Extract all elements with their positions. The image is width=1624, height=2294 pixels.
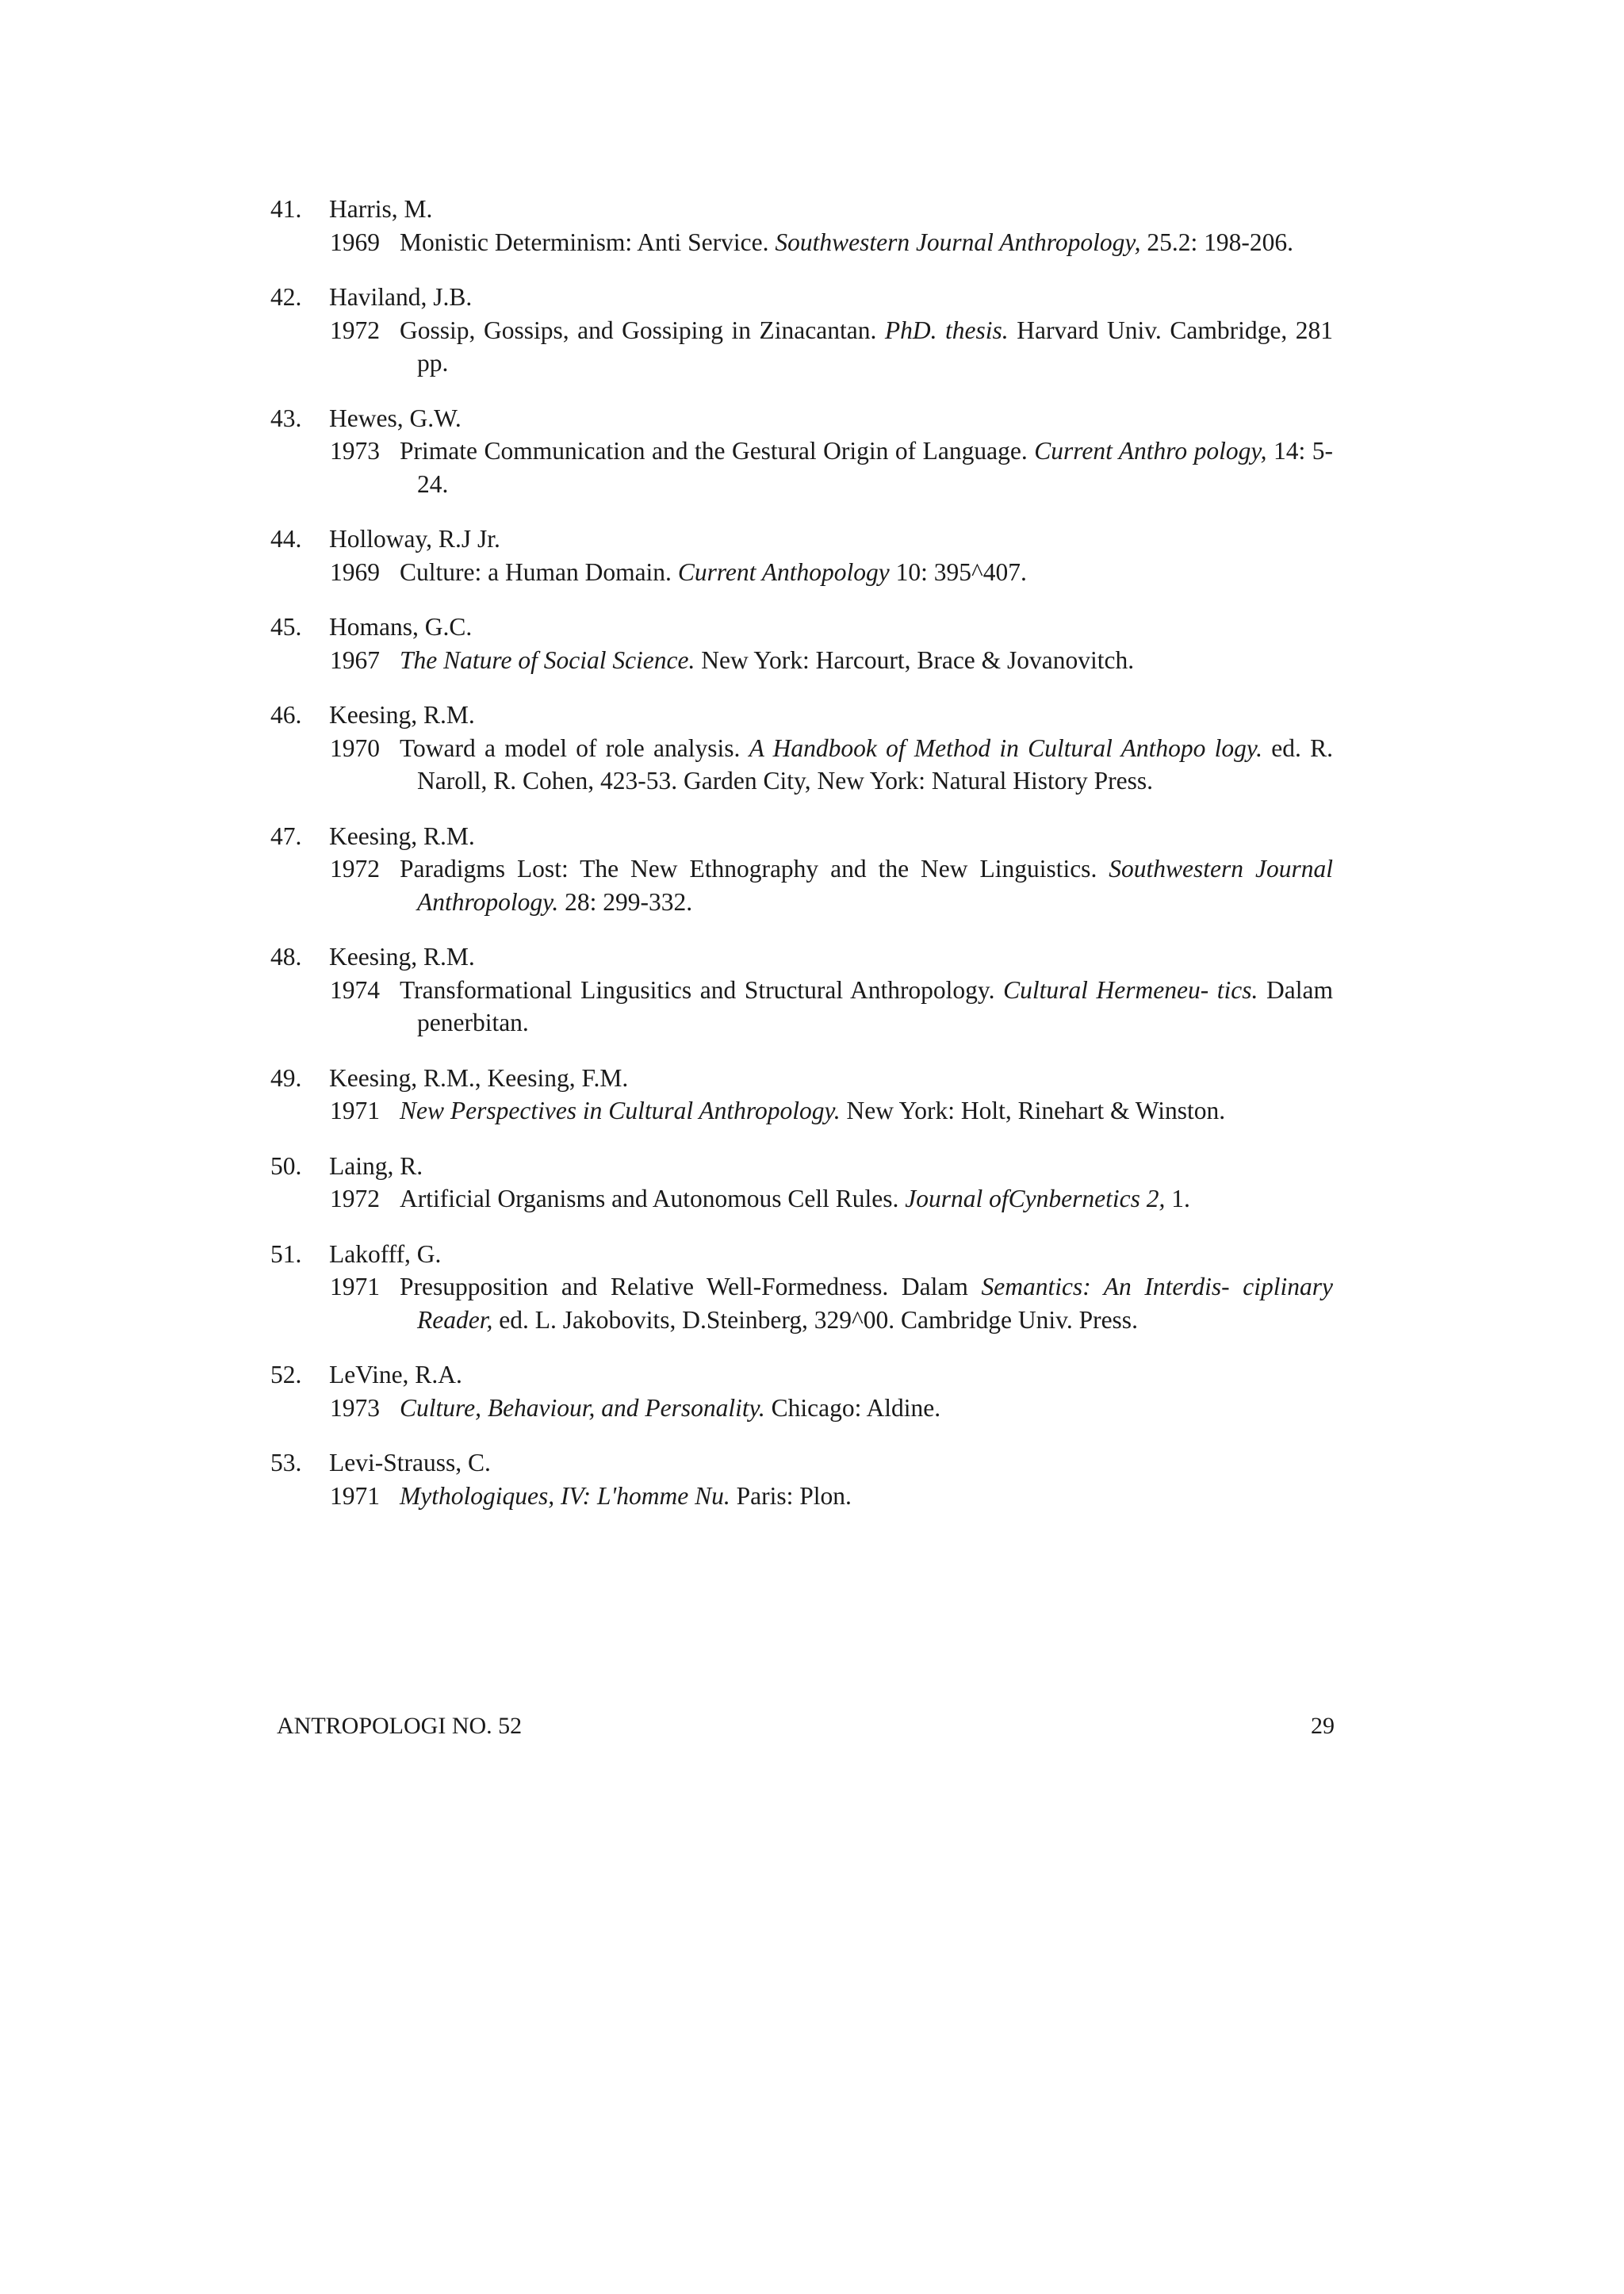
reference-number: 45.	[270, 613, 302, 641]
reference-entry	[270, 523, 1333, 588]
reference-text: Dalam penerbitan.	[417, 975, 1333, 1036]
reference-text: 1.	[1165, 1185, 1190, 1212]
reference-header	[270, 1150, 1333, 1183]
reference-number: 49.	[270, 1063, 302, 1092]
reference-citation	[270, 1392, 1333, 1425]
reference-entry	[270, 611, 1333, 676]
reference-title-italic: Mythologiques, IV: L'homme Nu.	[400, 1481, 730, 1510]
reference-header	[270, 523, 1333, 556]
reference-author: Haviland, J.B.	[329, 283, 473, 311]
reference-header	[270, 1446, 1333, 1480]
reference-text: Culture: a Human Domain.	[400, 557, 678, 586]
reference-text: Paradigms Lost: The New Ethnography and the New Linguistics.	[400, 855, 1109, 883]
reference-text: 25.2: 198-206.	[1140, 228, 1293, 256]
reference-year: 1971	[330, 1273, 380, 1300]
reference-text: ed. L. Jakobovits, D.Steinberg, 329^00. Cambridge Univ. Press.	[492, 1305, 1138, 1334]
reference-year: 1969	[330, 557, 380, 586]
reference-author: Homans, G.C.	[329, 613, 473, 641]
reference-citation	[270, 732, 1333, 798]
reference-text: Monistic Determinism: Anti Service.	[400, 228, 776, 256]
reference-text: New York: Harcourt, Brace & Jovanovitch.	[695, 645, 1135, 674]
reference-number: 47.	[270, 821, 302, 850]
reference-text: Gossip, Gossips, and Gossiping in Zinacantan.	[400, 316, 885, 344]
reference-year: 1971	[330, 1097, 380, 1124]
reference-list	[270, 193, 1333, 1534]
reference-text: 14: 5-24.	[417, 437, 1333, 498]
page-footer	[277, 1713, 1335, 1740]
reference-year: 1974	[330, 975, 380, 1004]
reference-citation	[270, 974, 1333, 1040]
reference-number: 50.	[270, 1151, 302, 1180]
reference-citation	[270, 226, 1333, 259]
reference-title-italic: A Handbook of Method in Cultural Anthopo logy.	[749, 733, 1262, 762]
reference-citation	[270, 644, 1333, 677]
reference-number: 42.	[270, 283, 302, 311]
reference-number: 53.	[270, 1449, 302, 1476]
reference-entry	[270, 940, 1333, 1040]
reference-author: Levi-Strauss, C.	[329, 1449, 491, 1476]
reference-title-italic: PhD. thesis.	[884, 316, 1009, 344]
reference-text: Presupposition and Relative Well-Formedness. Dalam	[400, 1273, 982, 1300]
reference-title-italic: Journal ofCynbernetics 2,	[905, 1185, 1166, 1212]
reference-header	[270, 820, 1333, 853]
reference-text: Harvard Univ. Cambridge, 281 pp.	[417, 316, 1333, 377]
reference-header	[270, 1238, 1333, 1271]
reference-text: ed. R. Naroll, R. Cohen, 423-53. Garden City, New York: Natural History Press.	[417, 733, 1333, 795]
page-number: 29	[1311, 1713, 1335, 1739]
reference-author: LeVine, R.A.	[329, 1361, 462, 1388]
reference-title-italic: Cultural Hermeneu- tics.	[1003, 975, 1258, 1004]
reference-year: 1967	[330, 645, 380, 674]
reference-author: Keesing, R.M.	[329, 943, 475, 971]
reference-citation	[270, 1182, 1333, 1216]
reference-title-italic: Culture, Behaviour, and Personality.	[400, 1393, 765, 1422]
reference-year: 1970	[330, 733, 380, 762]
reference-citation	[270, 556, 1333, 589]
reference-title-italic: Current Anthro pology,	[1034, 437, 1267, 465]
reference-header	[270, 699, 1333, 732]
reference-title-italic: Current Anthopology	[677, 557, 890, 586]
reference-number: 46.	[270, 701, 302, 729]
reference-year: 1971	[330, 1481, 380, 1510]
reference-title-italic: Southwestern Journal Anthropology.	[417, 855, 1333, 916]
reference-text: Toward a model of role analysis.	[400, 733, 749, 762]
reference-number: 48.	[270, 943, 302, 971]
reference-year: 1972	[330, 1185, 380, 1212]
reference-entry	[270, 1062, 1333, 1128]
reference-entry	[270, 281, 1333, 380]
reference-number: 43.	[270, 404, 302, 432]
reference-header	[270, 402, 1333, 435]
reference-text: Artificial Organisms and Autonomous Cell Rules.	[400, 1185, 906, 1212]
reference-title-italic: Semantics: An Interdis- ciplinary Reader,	[417, 1273, 1333, 1334]
reference-text: Primate Communication and the Gestural Origin of Language.	[400, 437, 1035, 465]
reference-entry	[270, 402, 1333, 501]
reference-title-italic: New Perspectives in Cultural Anthropology.	[400, 1097, 841, 1124]
reference-citation	[270, 1480, 1333, 1513]
reference-author: Keesing, R.M., Keesing, F.M.	[329, 1063, 629, 1092]
reference-text: 28: 299-332.	[558, 887, 693, 916]
reference-year: 1972	[330, 855, 380, 883]
reference-header	[270, 1062, 1333, 1095]
reference-author: Keesing, R.M.	[329, 821, 475, 850]
reference-citation	[270, 1094, 1333, 1128]
reference-citation	[270, 852, 1333, 918]
reference-number: 44.	[270, 525, 302, 553]
reference-year: 1972	[330, 316, 380, 344]
reference-entry	[270, 1238, 1333, 1337]
reference-number: 41.	[270, 195, 302, 223]
reference-header	[270, 940, 1333, 974]
reference-author: Harris, M.	[329, 195, 433, 223]
reference-text: Chicago: Aldine.	[764, 1393, 941, 1422]
reference-text: Paris: Plon.	[730, 1481, 852, 1510]
reference-year: 1973	[330, 437, 380, 465]
reference-text: Transformational Lingusitics and Structural Anthropology.	[400, 975, 1004, 1004]
reference-entry	[270, 1446, 1333, 1512]
reference-header	[270, 193, 1333, 226]
reference-year: 1969	[330, 228, 380, 256]
reference-citation	[270, 314, 1333, 380]
reference-entry	[270, 1358, 1333, 1424]
reference-entry	[270, 193, 1333, 259]
reference-entry	[270, 1150, 1333, 1216]
reference-title-italic: The Nature of Social Science.	[400, 645, 695, 674]
footer-journal: ANTROPOLOGI NO. 52	[277, 1713, 523, 1739]
reference-entry	[270, 699, 1333, 798]
reference-author: Lakofff, G.	[329, 1239, 442, 1268]
reference-header	[270, 281, 1333, 314]
reference-number: 52.	[270, 1361, 302, 1388]
reference-citation	[270, 1270, 1333, 1336]
reference-text: 10: 395^407.	[889, 557, 1027, 586]
reference-author: Hewes, G.W.	[329, 404, 462, 432]
reference-header	[270, 1358, 1333, 1392]
reference-year: 1973	[330, 1393, 380, 1422]
reference-author: Holloway, R.J Jr.	[329, 525, 500, 553]
reference-text: New York: Holt, Rinehart & Winston.	[840, 1097, 1226, 1124]
reference-number: 51.	[270, 1239, 302, 1268]
reference-author: Keesing, R.M.	[329, 701, 475, 729]
reference-citation	[270, 435, 1333, 500]
reference-entry	[270, 820, 1333, 919]
reference-author: Laing, R.	[329, 1151, 423, 1180]
reference-title-italic: Southwestern Journal Anthropology,	[775, 228, 1141, 256]
reference-header	[270, 611, 1333, 644]
